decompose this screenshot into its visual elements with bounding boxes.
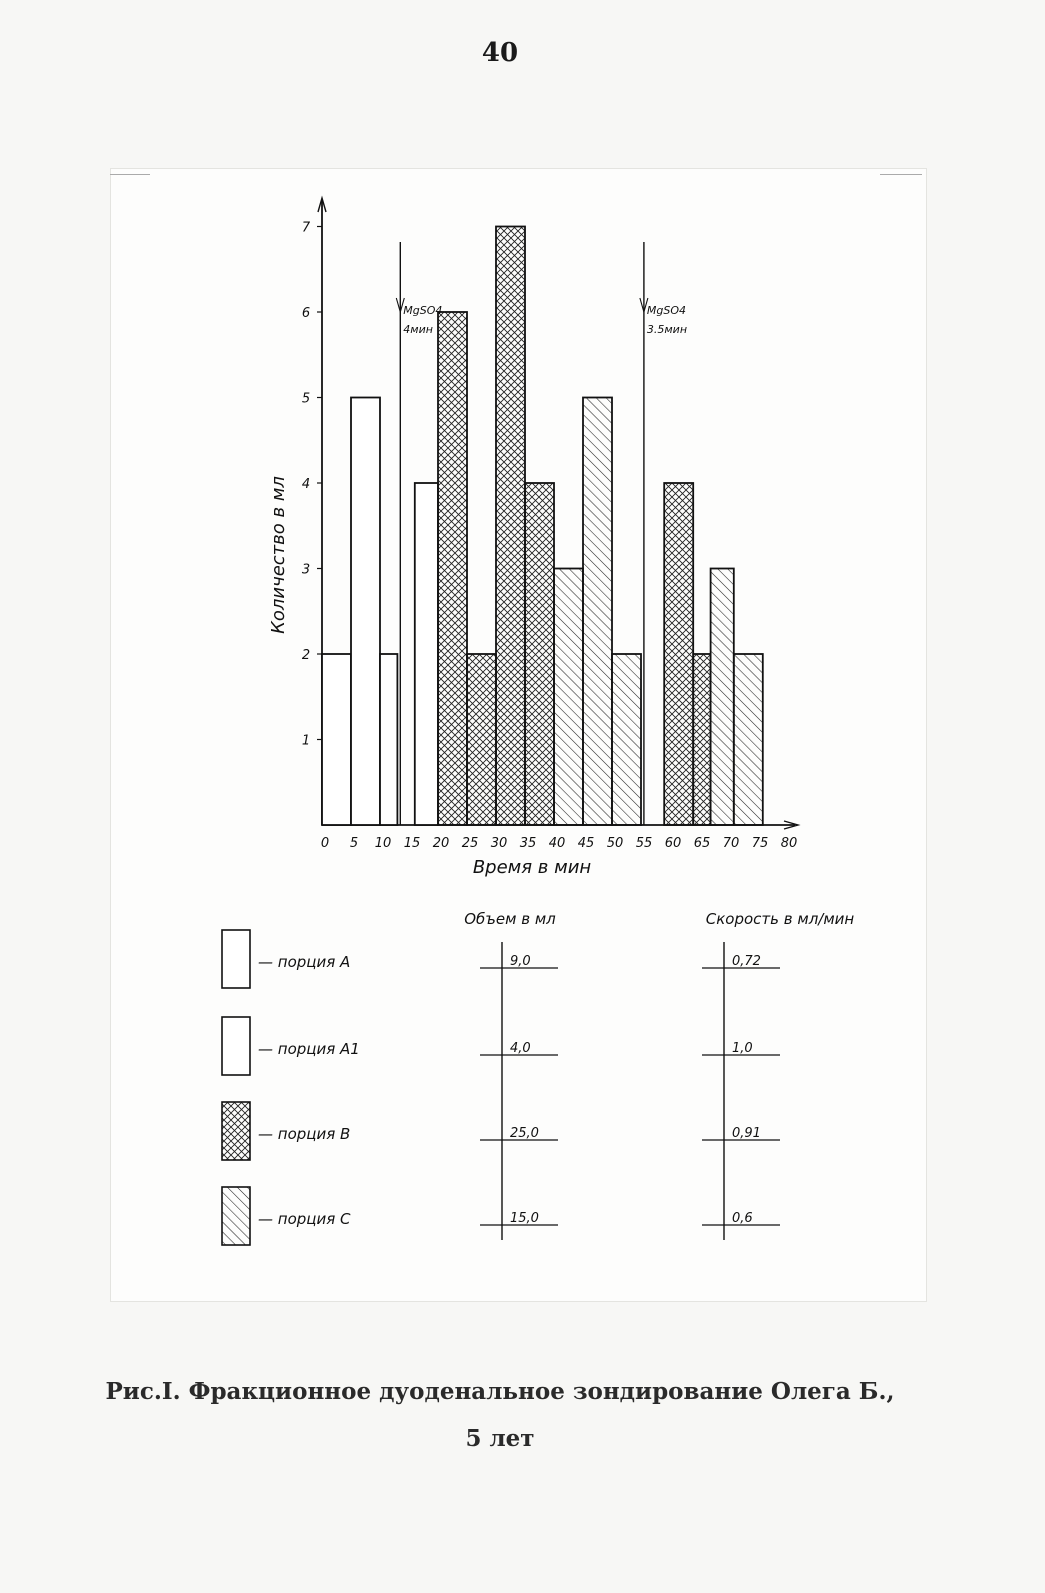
- speed-value-0: 0,72: [732, 954, 761, 969]
- legend-swatch-a1: [222, 1017, 250, 1075]
- y-tick-label-5: 6: [301, 306, 311, 321]
- bar-4: [438, 312, 467, 825]
- legend-label-b: — порция B: [258, 1125, 351, 1143]
- legend-swatch-a: [222, 930, 250, 988]
- x-ticks-group: [321, 836, 797, 851]
- legend-label-a: — порция A: [258, 953, 351, 971]
- x-tick-label-4: 20: [432, 836, 450, 851]
- legend-title-speed: Скорость в мл/мин: [705, 910, 855, 928]
- bar-3: [415, 483, 438, 825]
- y-ticks-group: [302, 221, 322, 749]
- volume-value-2: 25,0: [510, 1126, 539, 1141]
- x-tick-label-5: 25: [461, 836, 479, 851]
- x-tick-label-8: 40: [548, 836, 566, 851]
- bar-6: [496, 227, 525, 826]
- bar-2: [380, 654, 397, 825]
- legend-label-a1: — порция A1: [258, 1040, 360, 1058]
- speed-value-2: 0,91: [732, 1126, 761, 1141]
- y-tick-label-0: 1: [301, 733, 311, 749]
- marker-label-0: MgSO4: [403, 304, 443, 317]
- x-tick-label-16: 80: [780, 836, 798, 851]
- legend-label-c: — порция C: [258, 1210, 351, 1228]
- bar-5: [467, 654, 496, 825]
- y-axis-label: Количество в мл: [268, 476, 289, 634]
- bars-group: [322, 227, 763, 826]
- marker-duration-1: 3.5мин: [646, 323, 688, 336]
- volume-value-0: 9,0: [510, 954, 531, 969]
- bar-10: [612, 654, 641, 825]
- legend-group: [222, 930, 780, 1245]
- x-tick-label-3: 15: [403, 836, 421, 851]
- x-axis-label: Время в мин: [472, 857, 592, 878]
- x-tick-label-11: 55: [635, 836, 653, 851]
- y-tick-label-1: 2: [301, 648, 311, 663]
- marker-label-1: MgSO4: [646, 304, 687, 317]
- x-tick-label-1: 5: [349, 836, 359, 851]
- volume-value-1: 4,0: [510, 1041, 531, 1056]
- x-tick-label-9: 45: [577, 836, 595, 851]
- figure-caption: Рис.I. Фракционное дуоденальное зондирование Олега Б.,: [105, 1378, 895, 1405]
- x-tick-label-0: 0: [320, 836, 330, 851]
- legend-title-volume: Объем в мл: [464, 910, 556, 928]
- bar-9: [583, 398, 612, 826]
- y-tick-label-6: 7: [301, 220, 311, 236]
- volume-value-3: 15,0: [510, 1211, 539, 1226]
- x-tick-label-7: 35: [519, 836, 537, 851]
- bar-1: [351, 398, 380, 826]
- x-tick-label-2: 10: [374, 836, 392, 851]
- marker-duration-0: 4мин: [403, 323, 433, 336]
- x-tick-label-12: 60: [664, 836, 682, 851]
- speed-value-3: 0,6: [732, 1211, 753, 1226]
- x-tick-label-6: 30: [490, 836, 508, 851]
- bar-13: [711, 569, 734, 826]
- legend-swatch-b: [222, 1102, 250, 1160]
- bar-14: [734, 654, 763, 825]
- bar-7: [525, 483, 554, 825]
- bar-8: [554, 569, 583, 826]
- figure-caption-line2: 5 лет: [465, 1425, 535, 1452]
- x-tick-label-10: 50: [606, 836, 624, 851]
- y-tick-label-2: 3: [301, 562, 311, 578]
- x-tick-label-14: 70: [722, 836, 740, 851]
- bar-11: [664, 483, 693, 825]
- bar-0: [322, 654, 351, 825]
- y-tick-label-4: 5: [301, 391, 311, 407]
- y-tick-label-3: 4: [301, 477, 311, 492]
- legend-swatch-c: [222, 1187, 250, 1245]
- x-tick-label-15: 75: [751, 836, 769, 851]
- speed-value-1: 1,0: [732, 1041, 753, 1056]
- bar-12: [693, 654, 710, 825]
- x-tick-label-13: 65: [693, 836, 711, 851]
- page-number: 40: [481, 38, 519, 68]
